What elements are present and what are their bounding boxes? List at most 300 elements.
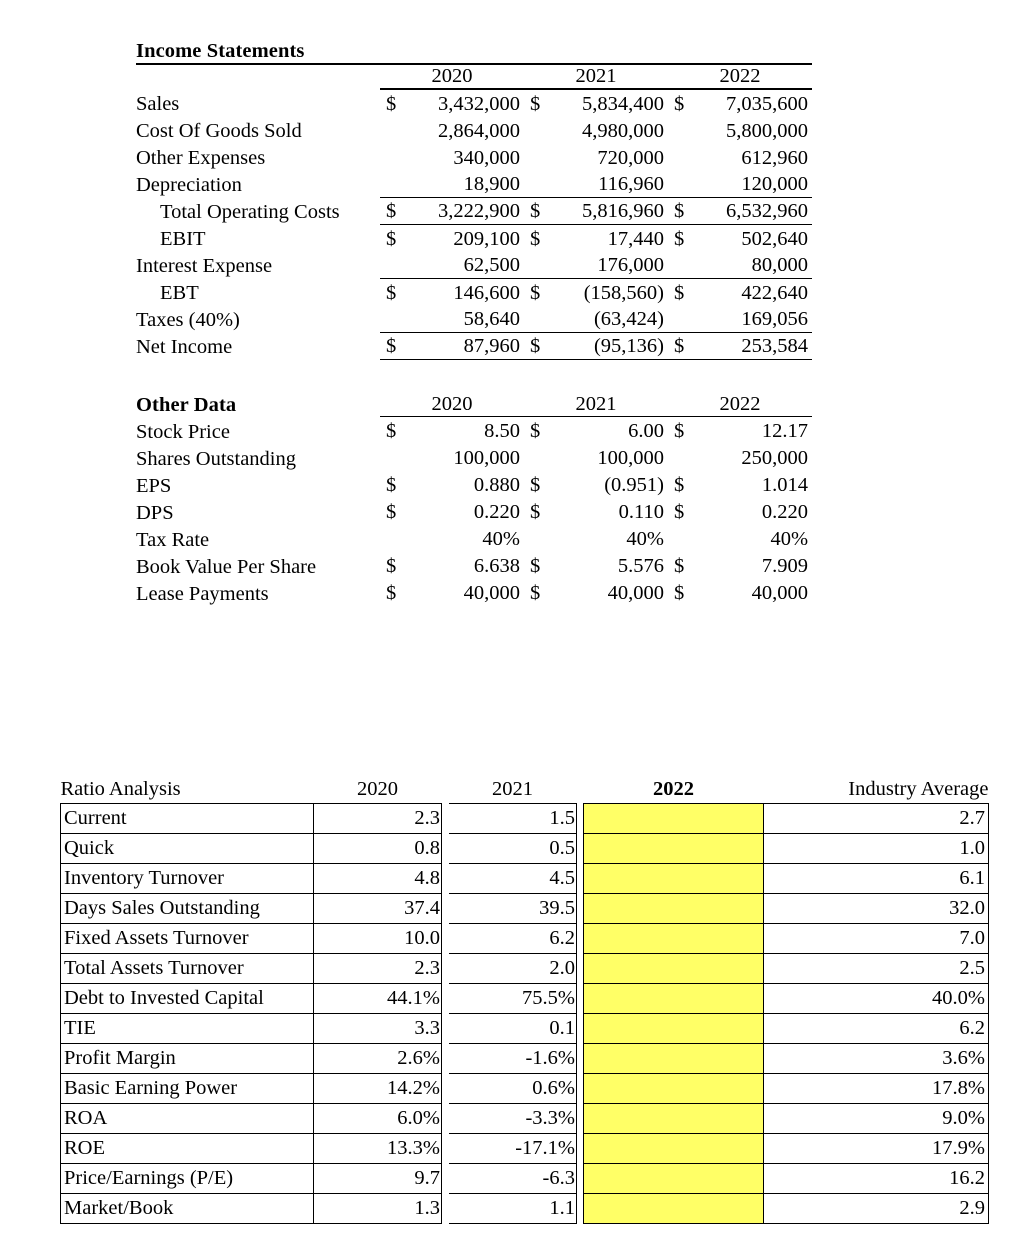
ratio-value-industry-average: 6.2 bbox=[764, 1014, 989, 1044]
cell-value: 58,640 bbox=[463, 308, 520, 330]
header-spacer-1 bbox=[442, 778, 449, 804]
income-statement-row bbox=[136, 224, 812, 251]
other-data-cell bbox=[668, 471, 812, 498]
cell-value: 62,500 bbox=[463, 254, 520, 276]
ratio-value-2021: 6.2 bbox=[449, 924, 577, 954]
cell-value: 0.220 bbox=[761, 501, 809, 523]
ratio-analysis-table bbox=[60, 778, 989, 1224]
cell-value: 116,960 bbox=[598, 173, 664, 195]
currency-symbol: $ bbox=[386, 474, 397, 496]
income-statements-title-row bbox=[136, 40, 812, 64]
income-cell bbox=[668, 332, 812, 359]
income-cell bbox=[668, 305, 812, 332]
ratio-value-2020: 1.3 bbox=[314, 1194, 442, 1224]
ratio-value-2021: 2.0 bbox=[449, 954, 577, 984]
other-data-cell bbox=[524, 552, 668, 579]
column-separator bbox=[577, 924, 584, 954]
income-statement-row bbox=[136, 305, 812, 332]
currency-symbol: $ bbox=[530, 335, 541, 357]
column-separator bbox=[577, 1074, 584, 1104]
income-cell bbox=[524, 197, 668, 224]
ratio-analysis-title: Ratio Analysis bbox=[61, 778, 314, 804]
ratio-header-2022: 2022 bbox=[584, 778, 764, 804]
column-separator bbox=[577, 954, 584, 984]
income-cell bbox=[668, 224, 812, 251]
currency-symbol: $ bbox=[674, 335, 685, 357]
other-data-row bbox=[136, 471, 812, 498]
cell-value: (95,136) bbox=[593, 335, 664, 357]
currency-symbol: $ bbox=[386, 582, 397, 604]
ratio-value-2022-input[interactable] bbox=[584, 1134, 764, 1164]
ratio-value-industry-average: 2.9 bbox=[764, 1194, 989, 1224]
column-separator bbox=[442, 1164, 449, 1194]
income-cell bbox=[668, 197, 812, 224]
ratio-row-label: Fixed Assets Turnover bbox=[61, 924, 314, 954]
ratio-value-2021: 0.5 bbox=[449, 834, 577, 864]
ratio-value-2022-input[interactable] bbox=[584, 924, 764, 954]
ratio-value-2022-input[interactable] bbox=[584, 834, 764, 864]
cell-value: 17,440 bbox=[607, 227, 664, 250]
ratio-value-2020: 13.3% bbox=[314, 1134, 442, 1164]
ratio-row-label: Market/Book bbox=[61, 1194, 314, 1224]
ratio-value-2022-input[interactable] bbox=[584, 984, 764, 1014]
cell-value: 40,000 bbox=[607, 582, 664, 604]
cell-value: 176,000 bbox=[597, 254, 664, 276]
income-statement-row bbox=[136, 116, 812, 143]
cell-value: 340,000 bbox=[453, 146, 520, 169]
income-cell bbox=[524, 143, 668, 170]
ratio-value-2022-input[interactable] bbox=[584, 864, 764, 894]
ratio-value-2021: -17.1% bbox=[449, 1134, 577, 1164]
ratio-value-industry-average: 17.9% bbox=[764, 1134, 989, 1164]
cell-value: 3,222,900 bbox=[438, 200, 520, 222]
cell-value: 100,000 bbox=[597, 447, 664, 469]
other-data-year-header-2022: 2022 bbox=[668, 393, 812, 417]
income-cell bbox=[524, 278, 668, 305]
cell-value: 422,640 bbox=[741, 281, 809, 304]
cell-value: 6.638 bbox=[473, 555, 520, 577]
ratio-row-label: Days Sales Outstanding bbox=[61, 894, 314, 924]
ratio-value-2021: 39.5 bbox=[449, 894, 577, 924]
currency-symbol: $ bbox=[530, 200, 541, 222]
column-separator bbox=[577, 1104, 584, 1134]
ratio-value-2021: -1.6% bbox=[449, 1044, 577, 1074]
ratio-value-2022-input[interactable] bbox=[584, 804, 764, 834]
income-year-header-2020: 2020 bbox=[380, 64, 524, 89]
income-year-header-2022: 2022 bbox=[668, 64, 812, 89]
other-data-cell bbox=[668, 417, 812, 444]
table-row bbox=[61, 1044, 989, 1074]
ratio-value-2020: 44.1% bbox=[314, 984, 442, 1014]
ratio-value-2020: 4.8 bbox=[314, 864, 442, 894]
currency-symbol: $ bbox=[674, 555, 685, 577]
other-data-cell bbox=[668, 579, 812, 606]
ratio-header-2021: 2021 bbox=[449, 778, 577, 804]
column-separator bbox=[442, 834, 449, 864]
cell-value: 209,100 bbox=[453, 227, 520, 250]
ratio-table-header bbox=[61, 778, 989, 804]
ratio-value-2021: 0.1 bbox=[449, 1014, 577, 1044]
other-data-cell bbox=[380, 579, 524, 606]
income-cell bbox=[380, 116, 524, 143]
ratio-row-label: Price/Earnings (P/E) bbox=[61, 1164, 314, 1194]
cell-value: 0.220 bbox=[473, 501, 520, 523]
income-cell bbox=[668, 116, 812, 143]
column-separator bbox=[442, 1134, 449, 1164]
cell-value: (63,424) bbox=[593, 308, 664, 330]
currency-symbol: $ bbox=[530, 227, 541, 250]
cell-value: 250,000 bbox=[741, 447, 809, 469]
ratio-value-industry-average: 7.0 bbox=[764, 924, 989, 954]
other-data-header-row bbox=[136, 393, 812, 417]
income-cell bbox=[380, 251, 524, 278]
other-data-cell bbox=[668, 552, 812, 579]
ratio-value-2022-input[interactable] bbox=[584, 954, 764, 984]
ratio-value-2020: 6.0% bbox=[314, 1104, 442, 1134]
other-data-year-header-2020: 2020 bbox=[380, 393, 524, 417]
ratio-row-label: Inventory Turnover bbox=[61, 864, 314, 894]
ratio-row-label: Basic Earning Power bbox=[61, 1074, 314, 1104]
other-data-cell bbox=[380, 417, 524, 444]
column-separator bbox=[442, 984, 449, 1014]
ratio-value-industry-average: 17.8% bbox=[764, 1074, 989, 1104]
row-label: Other Expenses bbox=[136, 147, 266, 169]
column-separator bbox=[577, 1164, 584, 1194]
ratio-row-label: Quick bbox=[61, 834, 314, 864]
income-cell bbox=[524, 251, 668, 278]
row-label: Depreciation bbox=[136, 174, 242, 196]
other-data-row bbox=[136, 552, 812, 579]
currency-symbol: $ bbox=[386, 92, 397, 115]
ratio-value-2022-input[interactable] bbox=[584, 1074, 764, 1104]
cell-value: 80,000 bbox=[751, 254, 809, 276]
currency-symbol: $ bbox=[386, 335, 397, 357]
ratio-row-label: TIE bbox=[61, 1014, 314, 1044]
table-row bbox=[61, 1134, 989, 1164]
column-separator bbox=[577, 804, 584, 834]
other-data-cell bbox=[380, 471, 524, 498]
other-data-cell bbox=[668, 525, 812, 552]
column-separator bbox=[442, 1044, 449, 1074]
ratio-value-2021: 1.1 bbox=[449, 1194, 577, 1224]
section-gap bbox=[136, 359, 812, 393]
row-label: Interest Expense bbox=[136, 255, 273, 277]
column-separator bbox=[577, 864, 584, 894]
ratio-value-2022-input[interactable] bbox=[584, 1044, 764, 1074]
ratio-value-2020: 2.6% bbox=[314, 1044, 442, 1074]
header-blank bbox=[136, 64, 380, 89]
cell-value: 8.50 bbox=[484, 420, 520, 442]
currency-symbol: $ bbox=[530, 474, 541, 496]
income-statement-row bbox=[136, 332, 812, 359]
cell-value: 7.909 bbox=[761, 555, 809, 577]
cell-value: 1.014 bbox=[761, 474, 809, 496]
other-data-cell bbox=[380, 552, 524, 579]
income-cell bbox=[380, 332, 524, 359]
column-separator bbox=[577, 1194, 584, 1224]
cell-value: 169,056 bbox=[741, 308, 809, 330]
income-cell bbox=[668, 170, 812, 197]
cell-value: 40% bbox=[626, 528, 664, 550]
currency-symbol: $ bbox=[530, 555, 541, 577]
row-label: Net Income bbox=[136, 336, 233, 358]
ratio-row-label: ROE bbox=[61, 1134, 314, 1164]
ratio-value-2020: 2.3 bbox=[314, 954, 442, 984]
other-data-cell bbox=[668, 498, 812, 525]
cell-value: 40,000 bbox=[751, 582, 809, 604]
ratio-value-industry-average: 16.2 bbox=[764, 1164, 989, 1194]
column-separator bbox=[442, 864, 449, 894]
ratio-analysis-block bbox=[60, 778, 988, 1224]
income-cell bbox=[668, 251, 812, 278]
other-data-row bbox=[136, 579, 812, 606]
income-statement-row bbox=[136, 251, 812, 278]
table-row bbox=[61, 1194, 989, 1224]
income-statement-row bbox=[136, 197, 812, 224]
ratio-value-industry-average: 40.0% bbox=[764, 984, 989, 1014]
row-label: Lease Payments bbox=[136, 582, 269, 605]
table-row bbox=[61, 894, 989, 924]
cell-value: 6,532,960 bbox=[726, 200, 809, 222]
column-separator bbox=[442, 1194, 449, 1224]
column-separator bbox=[442, 1074, 449, 1104]
other-data-cell bbox=[380, 498, 524, 525]
cell-value: 5,800,000 bbox=[726, 119, 809, 142]
income-cell bbox=[380, 89, 524, 116]
currency-symbol: $ bbox=[530, 92, 541, 115]
other-data-cell bbox=[380, 525, 524, 552]
income-cell bbox=[380, 305, 524, 332]
income-cell bbox=[380, 143, 524, 170]
other-data-row bbox=[136, 498, 812, 525]
ratio-value-2022-input[interactable] bbox=[584, 1014, 764, 1044]
other-data-cell bbox=[668, 444, 812, 471]
other-data-cell bbox=[524, 579, 668, 606]
ratio-value-industry-average: 2.5 bbox=[764, 954, 989, 984]
currency-symbol: $ bbox=[386, 200, 397, 222]
ratio-value-industry-average: 9.0% bbox=[764, 1104, 989, 1134]
currency-symbol: $ bbox=[386, 555, 397, 577]
row-label: Sales bbox=[136, 93, 180, 115]
currency-symbol: $ bbox=[674, 420, 685, 442]
currency-symbol: $ bbox=[386, 420, 397, 442]
income-cell bbox=[668, 143, 812, 170]
ratio-value-industry-average: 1.0 bbox=[764, 834, 989, 864]
column-separator bbox=[442, 954, 449, 984]
table-row bbox=[61, 804, 989, 834]
income-cell bbox=[380, 224, 524, 251]
column-separator bbox=[577, 1134, 584, 1164]
other-data-row bbox=[136, 525, 812, 552]
income-statement-row bbox=[136, 170, 812, 197]
row-label: Stock Price bbox=[136, 420, 230, 443]
column-separator bbox=[442, 1104, 449, 1134]
ratio-header-2020: 2020 bbox=[314, 778, 442, 804]
cell-value: 7,035,600 bbox=[726, 92, 809, 115]
ratio-row-label: Debt to Invested Capital bbox=[61, 984, 314, 1014]
row-label: EBT bbox=[160, 282, 199, 304]
cell-value: 720,000 bbox=[597, 146, 664, 169]
ratio-header-industry-average: Industry Average bbox=[764, 778, 989, 804]
cell-value: 12.17 bbox=[761, 420, 809, 442]
currency-symbol: $ bbox=[674, 501, 685, 523]
other-data-cell bbox=[380, 444, 524, 471]
ratio-value-industry-average: 2.7 bbox=[764, 804, 989, 834]
column-separator bbox=[577, 1044, 584, 1074]
currency-symbol: $ bbox=[674, 200, 685, 222]
column-separator bbox=[577, 1014, 584, 1044]
cell-value: 612,960 bbox=[741, 146, 809, 169]
income-statement-row bbox=[136, 278, 812, 305]
ratio-value-2022-input[interactable] bbox=[584, 894, 764, 924]
column-separator bbox=[442, 804, 449, 834]
cell-value: 6.00 bbox=[628, 420, 664, 442]
currency-symbol: $ bbox=[674, 474, 685, 496]
ratio-value-2020: 0.8 bbox=[314, 834, 442, 864]
cell-value: (158,560) bbox=[583, 281, 664, 304]
ratio-row-label: Current bbox=[61, 804, 314, 834]
ratio-value-2020: 10.0 bbox=[314, 924, 442, 954]
row-label: EPS bbox=[136, 474, 172, 497]
cell-value: 253,584 bbox=[741, 335, 809, 357]
row-label: Book Value Per Share bbox=[136, 555, 317, 578]
currency-symbol: $ bbox=[674, 582, 685, 604]
cell-value: 40,000 bbox=[463, 582, 520, 604]
other-data-row bbox=[136, 444, 812, 471]
ratio-value-2022-input[interactable] bbox=[584, 1104, 764, 1134]
other-data-row bbox=[136, 417, 812, 444]
ratio-value-2022-input[interactable] bbox=[584, 1194, 764, 1224]
income-year-header-2021: 2021 bbox=[524, 64, 668, 89]
income-statements-title: Income Statements bbox=[136, 40, 812, 64]
table-row bbox=[61, 1014, 989, 1044]
income-cell bbox=[524, 170, 668, 197]
other-data-title: Other Data bbox=[136, 393, 237, 416]
column-separator bbox=[442, 1014, 449, 1044]
income-cell bbox=[380, 278, 524, 305]
ratio-value-industry-average: 32.0 bbox=[764, 894, 989, 924]
ratio-value-2020: 14.2% bbox=[314, 1074, 442, 1104]
row-label: Shares Outstanding bbox=[136, 447, 296, 470]
other-data-cell bbox=[524, 525, 668, 552]
ratio-value-2020: 3.3 bbox=[314, 1014, 442, 1044]
income-cell bbox=[524, 116, 668, 143]
other-data-cell bbox=[524, 471, 668, 498]
income-cell bbox=[524, 305, 668, 332]
cell-value: 5.576 bbox=[617, 555, 664, 577]
currency-symbol: $ bbox=[386, 281, 397, 304]
table-row bbox=[61, 834, 989, 864]
cell-value: 2,864,000 bbox=[438, 119, 520, 142]
ratio-row-label: Profit Margin bbox=[61, 1044, 314, 1074]
ratio-value-2021: -6.3 bbox=[449, 1164, 577, 1194]
ratio-value-industry-average: 6.1 bbox=[764, 864, 989, 894]
income-cell bbox=[380, 170, 524, 197]
table-row bbox=[61, 864, 989, 894]
table-row bbox=[61, 984, 989, 1014]
cell-value: 146,600 bbox=[453, 281, 520, 304]
cell-value: 18,900 bbox=[463, 173, 520, 195]
cell-value: 0.110 bbox=[618, 501, 664, 523]
table-row bbox=[61, 1104, 989, 1134]
currency-symbol: $ bbox=[530, 420, 541, 442]
column-separator bbox=[442, 894, 449, 924]
row-label: Tax Rate bbox=[136, 528, 210, 551]
income-statements-year-header bbox=[136, 64, 812, 89]
ratio-value-2020: 37.4 bbox=[314, 894, 442, 924]
cell-value: 0.880 bbox=[473, 474, 520, 496]
currency-symbol: $ bbox=[530, 281, 541, 304]
table-row bbox=[61, 924, 989, 954]
currency-symbol: $ bbox=[674, 281, 685, 304]
currency-symbol: $ bbox=[674, 92, 685, 115]
row-label: DPS bbox=[136, 501, 174, 524]
income-statements-table bbox=[136, 40, 812, 606]
cell-value: 100,000 bbox=[453, 447, 520, 469]
income-statement-row bbox=[136, 89, 812, 116]
ratio-value-2021: 1.5 bbox=[449, 804, 577, 834]
row-label: Cost Of Goods Sold bbox=[136, 120, 302, 142]
ratio-value-2020: 2.3 bbox=[314, 804, 442, 834]
income-cell bbox=[524, 89, 668, 116]
currency-symbol: $ bbox=[530, 501, 541, 523]
currency-symbol: $ bbox=[674, 227, 685, 250]
row-label: Total Operating Costs bbox=[160, 201, 340, 223]
row-label: Taxes (40%) bbox=[136, 309, 240, 331]
ratio-value-2021: 75.5% bbox=[449, 984, 577, 1014]
income-cell bbox=[524, 332, 668, 359]
cell-value: 40% bbox=[482, 528, 520, 550]
column-separator bbox=[577, 834, 584, 864]
currency-symbol: $ bbox=[386, 227, 397, 250]
income-cell bbox=[668, 278, 812, 305]
table-row bbox=[61, 1074, 989, 1104]
table-row bbox=[61, 954, 989, 984]
financial-statements-block bbox=[136, 40, 812, 606]
other-data-cell bbox=[524, 498, 668, 525]
cell-value: 5,816,960 bbox=[582, 200, 664, 222]
ratio-value-2021: 0.6% bbox=[449, 1074, 577, 1104]
income-cell bbox=[524, 224, 668, 251]
ratio-value-industry-average: 3.6% bbox=[764, 1044, 989, 1074]
table-row bbox=[61, 1164, 989, 1194]
cell-value: 87,960 bbox=[463, 335, 520, 357]
header-spacer-2 bbox=[577, 778, 584, 804]
column-separator bbox=[577, 984, 584, 1014]
cell-value: 4,980,000 bbox=[582, 119, 664, 142]
currency-symbol: $ bbox=[386, 501, 397, 523]
cell-value: (0.951) bbox=[604, 474, 664, 496]
income-cell bbox=[380, 197, 524, 224]
ratio-value-2021: 4.5 bbox=[449, 864, 577, 894]
cell-value: 3,432,000 bbox=[438, 92, 520, 115]
column-separator bbox=[577, 894, 584, 924]
currency-symbol: $ bbox=[530, 582, 541, 604]
column-separator bbox=[442, 924, 449, 954]
other-data-year-header-2021: 2021 bbox=[524, 393, 668, 417]
ratio-value-2022-input[interactable] bbox=[584, 1164, 764, 1194]
ratio-row-label: Total Assets Turnover bbox=[61, 954, 314, 984]
row-label: EBIT bbox=[160, 228, 206, 250]
cell-value: 502,640 bbox=[741, 227, 809, 250]
ratio-row-label: ROA bbox=[61, 1104, 314, 1134]
cell-value: 5,834,400 bbox=[582, 92, 664, 115]
cell-value: 120,000 bbox=[741, 173, 809, 195]
income-cell bbox=[668, 89, 812, 116]
ratio-value-2020: 9.7 bbox=[314, 1164, 442, 1194]
income-statement-row bbox=[136, 143, 812, 170]
ratio-value-2021: -3.3% bbox=[449, 1104, 577, 1134]
